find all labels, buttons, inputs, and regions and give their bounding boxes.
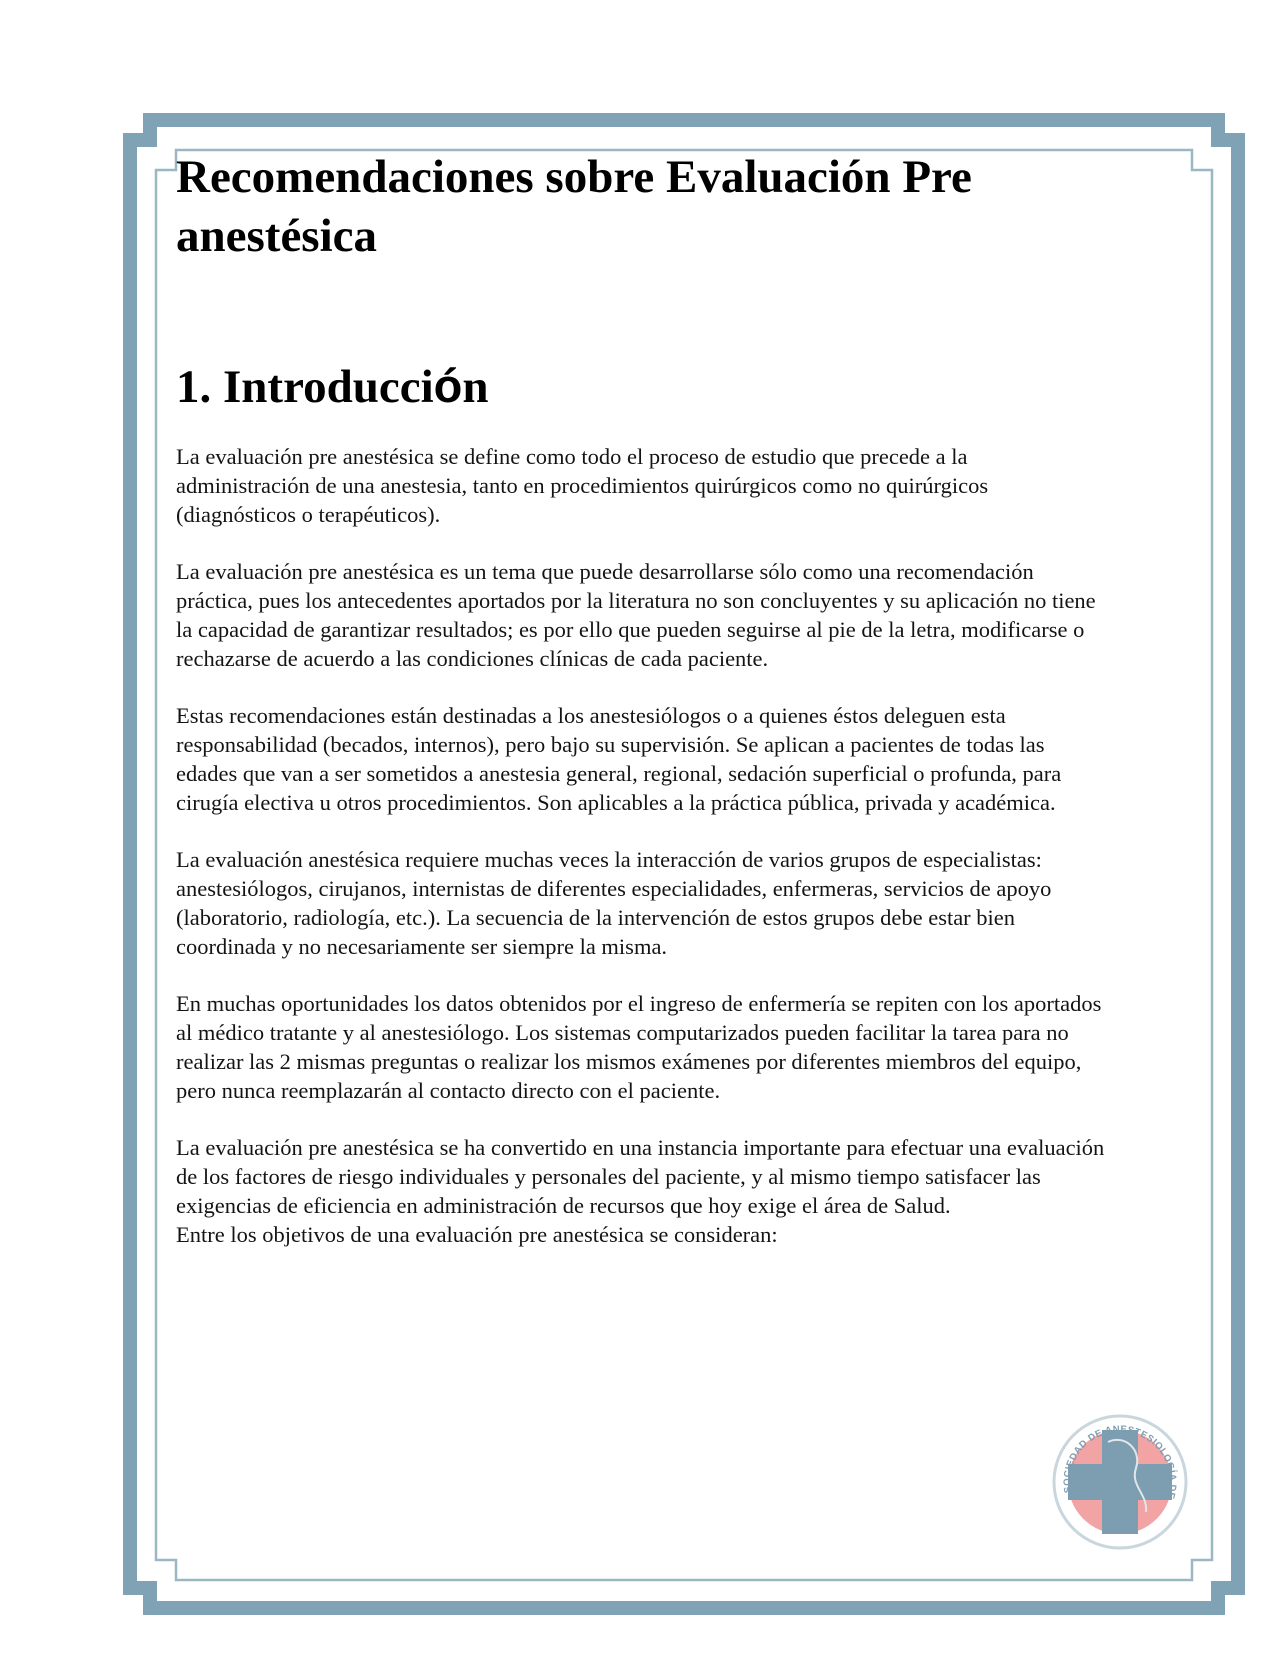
section-heading-introduccion xyxy=(176,356,1106,417)
document-content xyxy=(176,148,1106,1249)
paragraph: La evaluación pre anestésica se define como todo el proceso de estudio que precede a la administración de una anestesia, tanto en procedimientos quirúrgicos como no quirúrgicos (diagnósticos o terapéuticos). xyxy=(176,444,989,527)
paragraph: La evaluación pre anestésica se ha convertido en una instancia importante para efectuar una evaluación de los factores de riesgo individuales y personales del paciente, y al mismo tiempo satisfacer las exigencias de eficiencia en administración de recursos que hoy exige el área de Salud. Entre los objetivos de una evaluación pre anestésica se consideran: xyxy=(176,1135,1105,1247)
paragraph: La evaluación anestésica requiere muchas veces la interacción de varios grupos de especialistas: anestesiólogos, cirujanos, internistas de diferentes especialidades, enfermeras, servicios de apoyo (laboratorio, radiología, etc.). La secuencia de la intervención de estos grupos debe estar bien coordinada y no necesariamente ser siempre la misma. xyxy=(176,847,1052,959)
section-heading-text: 1. Introducci xyxy=(176,361,434,413)
paragraph: La evaluación pre anestésica es un tema que puede desarrollarse sólo como una recomendación práctica, pues los antecedentes aportados por la literatura no son concluyentes y su aplicación no tiene la capacidad de garantizar resultados; es por ello que pueden seguirse al pie de la letra, modificarse o rechazarse de acuerdo a las condiciones clínicas de cada paciente. xyxy=(176,559,1096,671)
section-body xyxy=(176,442,1106,1249)
section-heading-text-end: n xyxy=(462,361,489,413)
logo-seal-icon xyxy=(1050,1412,1190,1552)
section-heading-accent-letter: ó xyxy=(433,359,463,412)
logo-text: SOCIEDAD DE ANESTESIOLOGÍA DE xyxy=(1061,1423,1179,1501)
society-logo xyxy=(1050,1412,1190,1552)
paragraph: Estas recomendaciones están destinadas a los anestesiólogos o a quienes éstos deleguen esta responsabilidad (becados, internos), pero bajo su supervisión. Se aplican a pacientes de todas las edades que van a ser sometidos a anestesia general, regional, sedación superficial o profunda, para cirugía electiva u otros procedimientos. Son aplicables a la práctica pública, privada y académica. xyxy=(176,703,1062,815)
document-title: Recomendaciones sobre Evaluación Pre anestésica xyxy=(176,151,972,262)
paragraph: En muchas oportunidades los datos obtenidos por el ingreso de enfermería se repiten con los aportados al médico tratante y al anestesiólogo. Los sistemas computarizados pueden facilitar la tarea para no realizar las 2 mismas preguntas o realizar los mismos exámenes por diferentes miembros del equipo, pero nunca reemplazarán al contacto directo con el paciente. xyxy=(176,991,1102,1103)
